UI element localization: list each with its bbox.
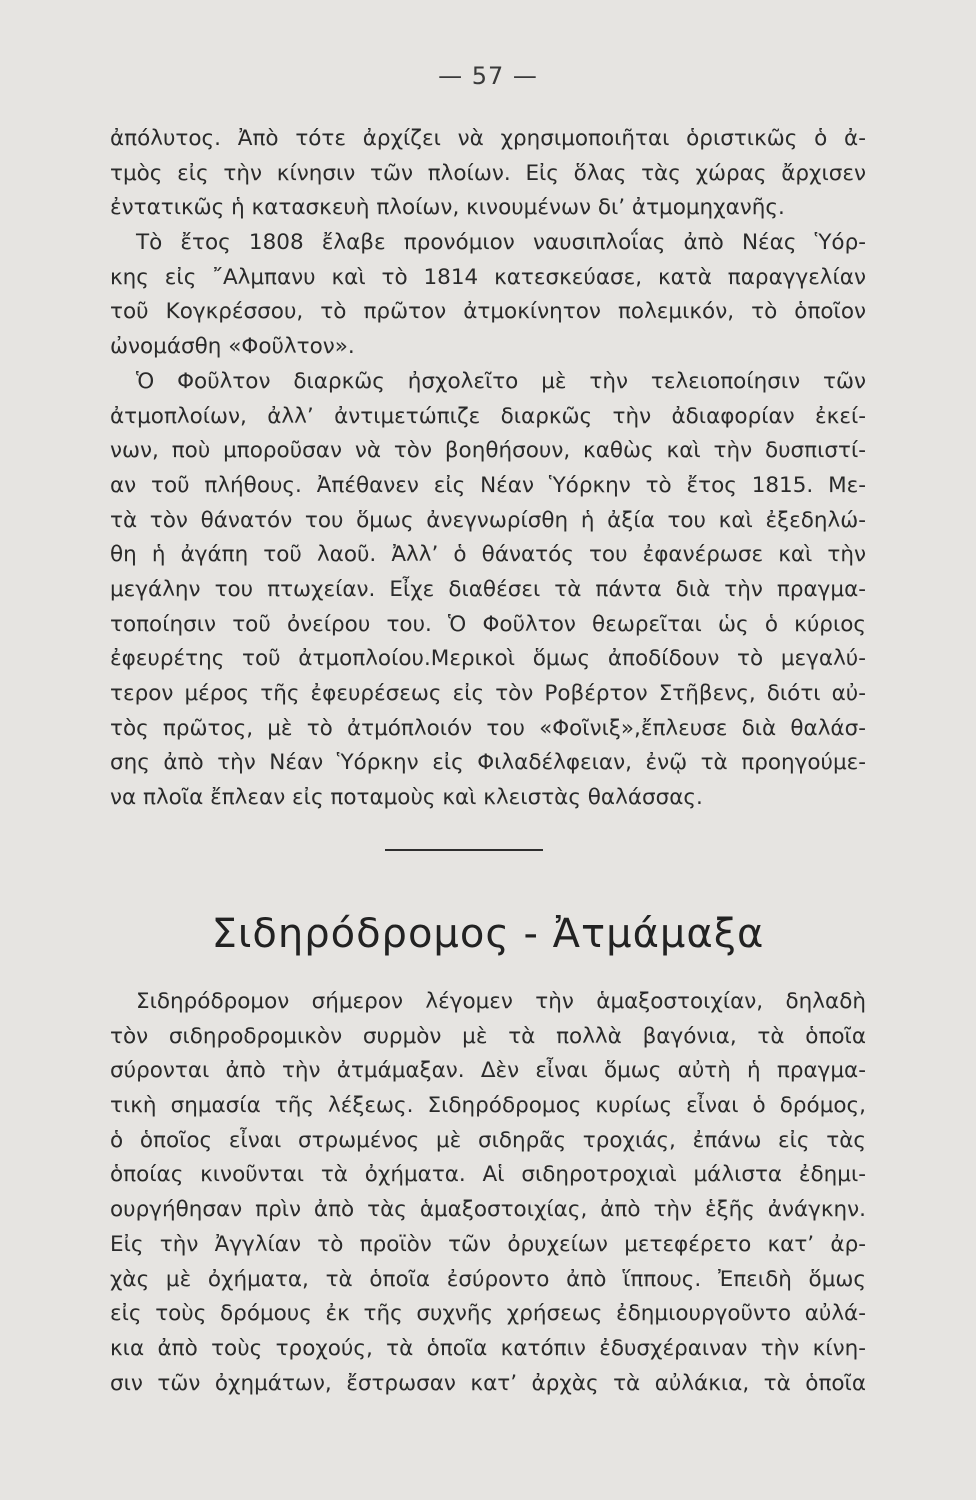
- page-number: — 57 —: [438, 62, 538, 90]
- text-line: τοποίησιν τοῦ ὀνείρου του. Ὁ Φοῦλτον θεωρεῖται ὡς ὁ κύριος: [110, 611, 866, 637]
- text-line: τὸν σιδηροδρομικὸν συρμὸν μὲ τὰ πολλὰ βαγόνια, τὰ ὁποῖα: [110, 1023, 866, 1049]
- text-line: ὠνομάσθη «Φοῦλτον».: [110, 334, 355, 360]
- text-line: σιν τῶν ὀχημάτων, ἔστρωσαν κατ’ ἀρχὰς τὰ αὐλάκια, τὰ ὁποῖα: [110, 1370, 866, 1396]
- text-line: ἀτμοπλοίων, ἀλλ’ ἀντιμετώπιζε διαρκῶς τὴν ἀδιαφορίαν ἐκεί-: [110, 403, 866, 429]
- text-line: κια ἀπὸ τοὺς τροχούς, τὰ ὁποῖα κατόπιν ἐδυσχέραιναν τὴν κίνη-: [110, 1335, 866, 1361]
- text-line: ὁποίας κινοῦνται τὰ ὀχήματα. Αἱ σιδηροτροχιαὶ μάλιστα ἐδημι-: [110, 1162, 866, 1188]
- text-line: τικὴ σημασία τῆς λέξεως. Σιδηρόδρομος κυρίως εἶναι ὁ δρόμος,: [110, 1093, 866, 1119]
- text-line: μεγάλην του πτωχείαν. Εἶχε διαθέσει τὰ πάντα διὰ τὴν πραγμα-: [110, 576, 866, 602]
- text-line: Εἰς τὴν Ἀγγλίαν τὸ προϊὸν τῶν ὀρυχείων μετεφέρετο κατ’ ἀρ-: [110, 1231, 866, 1257]
- paragraph-railway: [110, 985, 866, 1401]
- text-line: εἰς τοὺς δρόμους ἐκ τῆς συχνῆς χρήσεως ἐδημιουργοῦντο αὐλά-: [110, 1301, 866, 1327]
- text-line: ὁ ὁποῖος εἶναι στρωμένος μὲ σιδηρᾶς τροχιάς, ἐπάνω εἰς τὰς: [110, 1127, 866, 1153]
- text-line: κης εἰς ῎Αλμπανυ καὶ τὸ 1814 κατεσκεύασε, κατὰ παραγγελίαν: [110, 264, 866, 290]
- text-line: σύρονται ἀπὸ τὴν ἀτμάμαξαν. Δὲν εἶναι ὅμως αὐτὴ ἡ πραγμα-: [110, 1058, 866, 1084]
- paragraph-steamship: [110, 122, 866, 816]
- text-line: τμὸς εἰς τὴν κίνησιν τῶν πλοίων. Εἰς ὅλας τὰς χώρας ἄρχισεν: [110, 160, 866, 186]
- text-line: τοῦ Κογκρέσσου, τὸ πρῶτον ἀτμοκίνητον πολεμικόν, τὸ ὁποῖον: [110, 299, 866, 325]
- text-line: χὰς μὲ ὀχήματα, τὰ ὁποῖα ἐσύροντο ἀπὸ ἵππους. Ἐπειδὴ ὅμως: [110, 1266, 866, 1292]
- text-line: ἀπόλυτος. Ἀπὸ τότε ἀρχίζει νὰ χρησιμοποιῆται ὁριστικῶς ὁ ἀ-: [110, 126, 866, 151]
- text-line: Σιδηρόδρομον σήμερον λέγομεν τὴν ἁμαξοστοιχίαν, δηλαδὴ: [136, 989, 866, 1014]
- text-line: Τὸ ἔτος 1808 ἔλαβε προνόμιον ναυσιπλοΐας ἀπὸ Νέας Ὑόρ-: [136, 230, 866, 256]
- text-line: νων, ποὺ μποροῦσαν νὰ τὸν βοηθήσουν, καθὼς καὶ τὴν δυσπιστί-: [110, 438, 866, 464]
- text-line: τερον μέρος τῆς ἐφευρέσεως εἰς τὸν Ροβέρτον Στῆβενς, διότι αὐ-: [110, 681, 866, 706]
- text-line: θη ἡ ἀγάπη τοῦ λαοῦ. Ἀλλ’ ὁ θάνατός του ἐφανέρωσε καὶ τὴν: [110, 542, 866, 568]
- text-line: τὸς πρῶτος, μὲ τὸ ἀτμόπλοιόν του «Φοῖνιξ»,ἔπλευσε διὰ θαλάσ-: [110, 715, 866, 741]
- section-divider: [385, 849, 543, 851]
- text-line: ουργήθησαν πρὶν ἀπὸ τὰς ἁμαξοστοιχίας, ἀπὸ τὴν ἑξῆς ἀνάγκην.: [110, 1197, 866, 1223]
- text-line: αν τοῦ πλήθους. Ἀπέθανεν εἰς Νέαν Ὑόρκην τὸ ἔτος 1815. Με-: [110, 472, 866, 498]
- section-heading: Σιδηρόδρομος - Ἀτμάμαξα: [211, 911, 765, 957]
- text-line: να πλοῖα ἔπλεαν εἰς ποταμοὺς καὶ κλειστὰς θαλάσσας.: [110, 785, 703, 811]
- text-line: ἐφευρέτης τοῦ ἀτμοπλοίου.Μερικοὶ ὅμως ἀποδίδουν τὸ μεγαλύ-: [110, 646, 866, 672]
- text-line: σης ἀπὸ τὴν Νέαν Ὑόρκην εἰς Φιλαδέλφειαν, ἐνῷ τὰ προηγούμε-: [110, 750, 866, 776]
- text-line: ἐντατικῶς ἡ κατασκευὴ πλοίων, κινουμένων δι’ ἀτμομηχανῆς.: [110, 195, 785, 221]
- text-line: τὰ τὸν θάνατόν του ὅμως ἀνεγνωρίσθη ἡ ἀξία του καὶ ἐξεδηλώ-: [110, 507, 866, 533]
- text-line: Ὁ Φοῦλτον διαρκῶς ἠσχολεῖτο μὲ τὴν τελειοποίησιν τῶν: [136, 368, 866, 394]
